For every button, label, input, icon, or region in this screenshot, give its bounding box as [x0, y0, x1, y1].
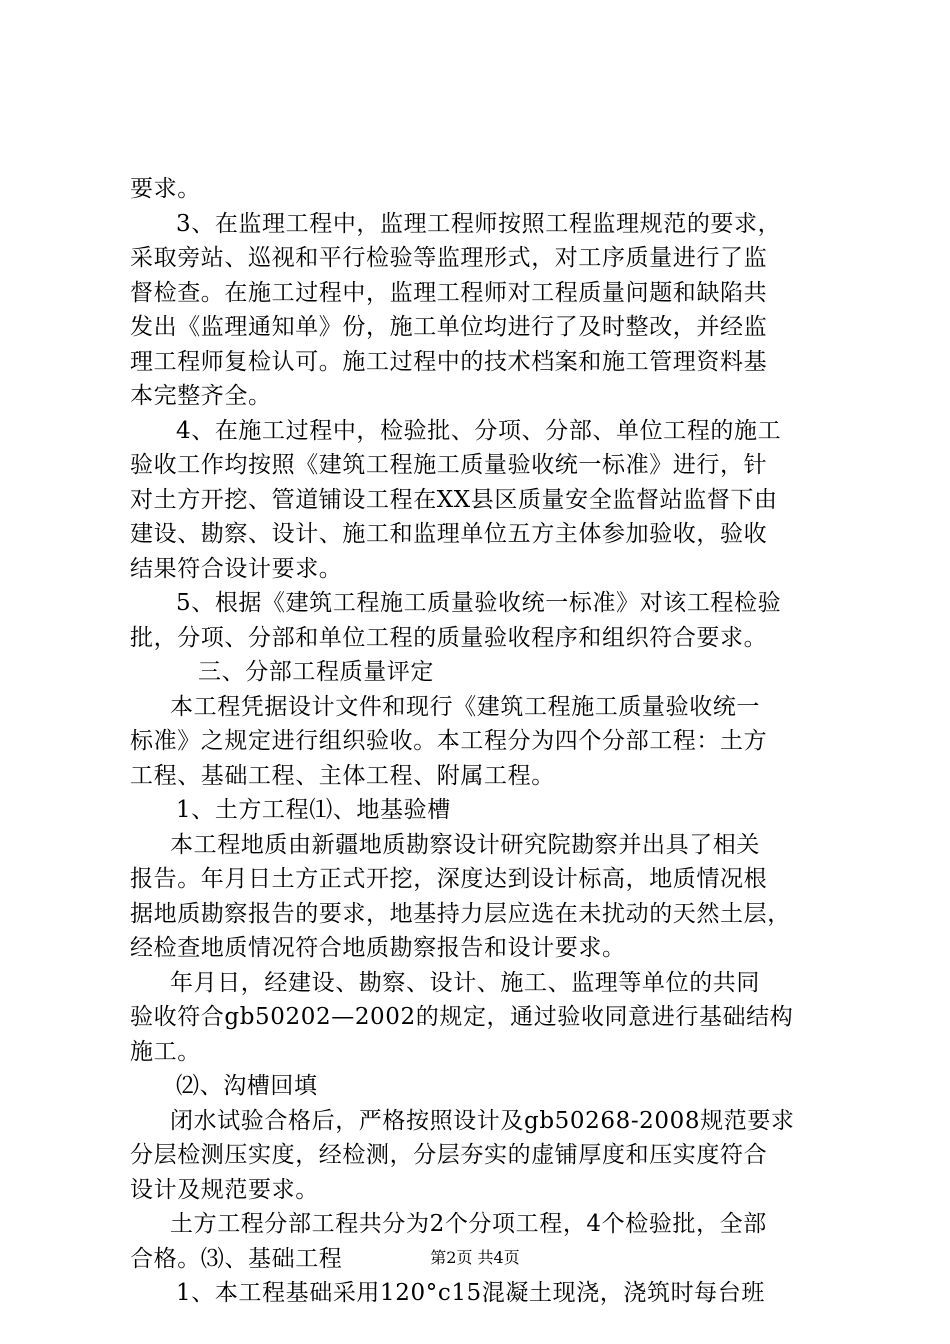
text-line: 据地质勘察报告的要求，地基持力层应选在未扰动的天然土层， [130, 900, 791, 927]
text-line: 标准》之规定进行组织验收。本工程分为四个分部工程：土方 [130, 728, 768, 754]
text-line: 合格。⑶、基础工程 [130, 1245, 343, 1272]
text-line: 年月日，经建设、勘察、设计、施工、监理等单位的共同 [170, 969, 760, 996]
text-line: 本工程地质由新疆地质勘察设计研究院勘察并出具了相关 [170, 831, 760, 858]
subsection-heading: 1、土方工程⑴、地基验槽 [176, 797, 451, 823]
text-line: 本完整齐全。 [130, 383, 272, 409]
text-line: 建设、勘察、设计、施工和监理单位五方主体参加验收，验收 [130, 521, 768, 547]
text-line: 理工程师复检认可。施工过程中的技术档案和施工管理资料基 [130, 348, 768, 375]
document-body [130, 172, 830, 1311]
text-line: 督检查。在施工过程中，监理工程师对工程质量问题和缺陷共 [130, 279, 768, 306]
text-line: 对土方开挖、管道铺设工程在XX县区质量安全监督站监督下由 [130, 486, 778, 513]
text-line: 要求。 [130, 176, 201, 202]
text-line: 工程、基础工程、主体工程、附属工程。 [130, 762, 555, 789]
text-line: 经检查地质情况符合地质勘察报告和设计要求。 [130, 935, 626, 961]
text-line: 验收工作均按照《建筑工程施工质量验收统一标准》进行，针 [130, 452, 768, 478]
text-line: 3、在监理工程中，监理工程师按照工程监理规范的要求， [176, 210, 782, 237]
text-line: 采取旁站、巡视和平行检验等监理形式，对工序质量进行了监 [130, 245, 768, 271]
text-line: 4、在施工过程中，检验批、分项、分部、单位工程的施工 [176, 417, 782, 444]
text-line: 验收符合gb50202—2002的规定，通过验收同意进行基础结构 [130, 1004, 794, 1030]
text-line: 批，分项、分部和单位工程的质量验收程序和组织符合要求。 [130, 624, 768, 651]
text-line: 本工程凭据设计文件和现行《建筑工程施工质量验收统一 [170, 693, 760, 720]
text-line: 闭水试验合格后，严格按照设计及gb50268-2008规范要求 [170, 1107, 795, 1134]
section-heading: 三、分部工程质量评定 [198, 659, 434, 685]
text-line: 施工。 [130, 1038, 201, 1065]
text-line: 结果符合设计要求。 [130, 555, 343, 582]
text-line: 1、本工程基础采用120°c15混凝土现浇，浇筑时每台班 [176, 1280, 765, 1306]
text-line: 设计及规范要求。 [130, 1176, 319, 1203]
text-line: 土方工程分部工程共分为2个分项工程，4个检验批，全部 [170, 1211, 767, 1237]
text-line: 发出《监理通知单》份，施工单位均进行了及时整改，并经监 [130, 314, 768, 340]
text-line: 报告。年月日土方正式开挖，深度达到设计标高，地质情况根 [130, 866, 768, 892]
page-number: 第2页 共4页 [430, 1248, 520, 1267]
text-line: 5、根据《建筑工程施工质量验收统一标准》对该工程检验 [176, 590, 782, 616]
subsection-heading: ⑵、沟槽回填 [176, 1073, 318, 1099]
page-footer [0, 1248, 950, 1268]
text-line: 分层检测压实度，经检测，分层夯实的虚铺厚度和压实度符合 [130, 1142, 768, 1168]
